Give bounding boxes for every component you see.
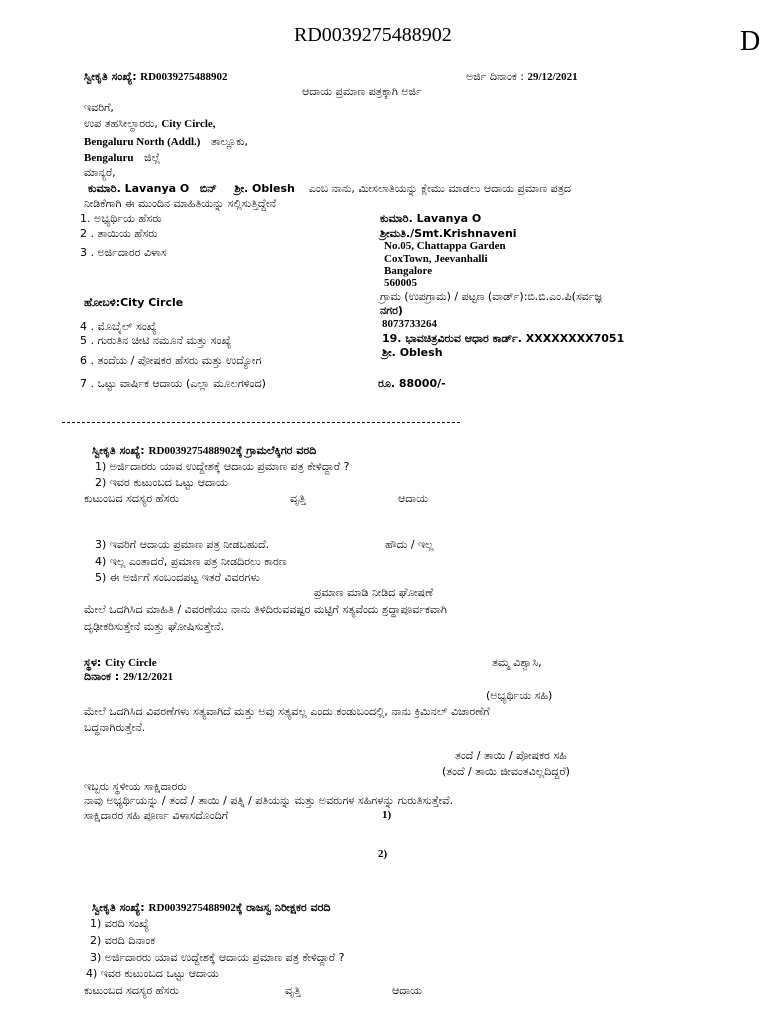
field-2-label: 2 . ತಾಯಿಯ ಹೆಸರು xyxy=(80,227,158,240)
warning-line-1: ಮೇಲೆ ಒದಗಿಸಿದ ವಿವರಣೆಗಳು ಸತ್ಯವಾಗಿದೆ ಮತ್ತು ಅವು ಸತ್ಯವಲ್ಲ ಎಂದು ಕಂಡುಬಂದಲ್ಲಿ, ನಾನು ಕ್ರಿಮಿನಲ್ ವಿಚಾರಣೆಗೆ xyxy=(84,705,490,718)
witness-heading: ಇಬ್ಬರು ಸ್ಥಳೀಯ ಸಾಕ್ಷಿದಾರರು xyxy=(84,780,187,793)
declaration-title: ಪ್ರಮಾಣ ಮಾಡಿ ನೀಡಿದ ಘೋಷಣೆ xyxy=(314,586,434,599)
field-1-value: ಕುಮಾರಿ. Lavanya O xyxy=(380,212,482,225)
ri-title-prefix: ಸ್ವೀಕೃತಿ ಸಂಖ್ಯೆ: xyxy=(92,901,149,914)
field-4-value: 8073733264 xyxy=(382,318,437,330)
ri-question-4: 4) ಇವರ ಕುಟುಂಬದ ಒಟ್ಟು ಆದಾಯ xyxy=(86,967,219,980)
witness-1: 1) xyxy=(382,809,392,821)
va-report-title xyxy=(92,445,316,458)
yours-faithfully: ತಮ್ಮ ವಿಶ್ವಾಸಿ, xyxy=(492,656,542,669)
warning-line-2: ಬದ್ಧನಾಗಿರುತ್ತೇನೆ. xyxy=(84,721,146,734)
declaration-date-label: ದಿನಾಂಕ : xyxy=(84,670,123,683)
relation: ಬಿನ್ xyxy=(199,182,217,195)
va-title-suffix: ಕ್ಕೆ ಗ್ರಾಮಲೆಕ್ಕಿಗರ ವರದಿ xyxy=(235,444,317,457)
village-line-1: ಗ್ರಾಮ (ಉಪಗ್ರಾಮ) / ಪಟ್ಟಣ (ವಾರ್ಡ್):ಬಿ.ಬಿ.ಎಂ.ಪಿ(ಸರ್ವಜ್ಞ xyxy=(380,290,602,303)
hobli: ಹೋಬಳಿ:City Circle xyxy=(84,296,184,309)
officer-place: City Circle, xyxy=(161,118,216,130)
witness-signature-label: ಸಾಕ್ಷಿದಾರರ ಸಹಿ ಪೂರ್ಣ ವಿಳಾಸದೊಂದಿಗೆ xyxy=(84,809,229,822)
district-name: Bengaluru xyxy=(84,152,134,164)
address-line-1: No.05, Chattappa Garden xyxy=(384,240,506,252)
ri-col-occupation: ವೃತ್ತಿ xyxy=(285,984,301,997)
field-7-label: 7 . ಒಟ್ಟು ವಾರ್ಷಿಕ ಆದಾಯ (ಎಲ್ಲಾ ಮೂಲಗಳಿಂದ) xyxy=(80,377,266,390)
ack-number xyxy=(84,71,228,84)
header-ref-number: RD0039275488902 xyxy=(294,24,452,46)
form-title: ಆದಾಯ ಪ್ರಮಾಣ ಪತ್ರಕ್ಕಾಗಿ ಅರ್ಜಿ xyxy=(302,85,422,98)
applicant-signature: (ಅಭ್ಯರ್ಥಿಯ ಸಹಿ) xyxy=(486,689,553,702)
va-question-3-options: ಹೌದು / ಇಲ್ಲ xyxy=(385,538,434,551)
address-taluk xyxy=(84,136,248,149)
declaration-date xyxy=(84,671,173,684)
witness-2: 2) xyxy=(378,848,388,860)
address-line-3: Bangalore xyxy=(384,265,433,277)
field-7-value: ರೂ. 88000/- xyxy=(378,377,446,390)
place-label: ಸ್ಥಳ: xyxy=(84,656,106,669)
ri-title-suffix: ಕ್ಕೆ ರಾಜಸ್ವ ನಿರೀಕ್ಷಕರ ವರದಿ xyxy=(235,901,331,914)
declaration-line-1: ಮೇಲೆ ಒದಗಿಸಿದ ಮಾಹಿತಿ / ವಿವರಣೆಯು ನಾನು ತಿಳಿದಿರುವವಷ್ಟರ ಮಟ್ಟಿಗೆ ಸತ್ಯವೆಂದು ಶ್ರದ್ಧಾಪೂರ್ವಕವಾಗಿ xyxy=(84,603,447,616)
father-name: ಶ್ರೀ. Oblesh xyxy=(234,182,295,195)
officer-prefix: ಉಪ ತಹಸೀಲ್ದಾರರು, xyxy=(84,117,162,130)
place-value: City Circle xyxy=(105,657,157,669)
address-officer xyxy=(84,118,216,131)
date-value: 29/12/2021 xyxy=(527,71,578,83)
declaration-line-2: ದೃಢೀಕರಿಸುತ್ತೇನೆ ಮತ್ತು ಘೋಷಿಸುತ್ತೇನೆ. xyxy=(84,620,225,633)
va-question-3: 3) ಇವರಿಗೆ ಆದಾಯ ಪ್ರಮಾಣ ಪತ್ರ ನೀಡಬಹುದೆ. xyxy=(95,538,270,551)
declaration-date-value: 29/12/2021 xyxy=(123,671,174,683)
field-5-value: 19. ಭಾವಚಿತ್ರವಿರುವ ಆಧಾರ ಕಾರ್ಡ್. XXXXXXXX7051 xyxy=(382,332,625,345)
parent-signature-note: (ತಂದೆ / ತಾಯಿ ಜೀವಂತವಿಲ್ಲದಿದ್ದರೆ) xyxy=(442,765,570,778)
address-to: ಇವರಿಗೆ, xyxy=(84,101,114,114)
va-question-4: 4) ಇಲ್ಲ ಎಂತಾದರೆ, ಪ್ರಮಾಣ ಪತ್ರ ನೀಡದಿರಲು ಕಾರಣ xyxy=(95,555,287,568)
village-line-2: ನಗರ) xyxy=(380,304,403,317)
address-line-2: CoxTown, Jeevanhalli xyxy=(384,253,488,265)
ri-question-1: 1) ವರದಿ ಸಂಖ್ಯೆ xyxy=(90,917,149,930)
witness-statement: ನಾವು ಅಭ್ಯರ್ಥಿಯನ್ನು / ತಂದೆ / ತಾಯಿ / ಪತ್ನಿ / ಪತಿಯನ್ನು ಮತ್ತು ಅವರುಗಳ ಸಹಿಗಳನ್ನು ಗುರುತಿಸುತ್ತೇವೆ. xyxy=(84,794,454,807)
taluk-name: Bengaluru North (Addl.) xyxy=(84,136,201,148)
va-title-number: RD0039275488902 xyxy=(148,445,236,457)
taluk-suffix: ತಾಲ್ಲೂಕು, xyxy=(210,135,249,148)
address-district xyxy=(84,152,160,165)
intro-text: ಎಂಬ ನಾನು, ಮೀಸಲಾತಿಯನ್ನು ಕ್ಲೇಮು ಮಾಡಲು ಆದಾಯ ಪ್ರಮಾಣ ಪತ್ರದ xyxy=(308,182,572,195)
section-divider xyxy=(62,422,460,423)
va-question-2: 2) ಇವರ ಕುಟುಂಬದ ಒಟ್ಟು ಆದಾಯ xyxy=(95,476,228,489)
field-3-label: 3 . ಅರ್ಜಿದಾರರ ವಿಳಾಸ xyxy=(80,246,167,259)
father-value: ಶ್ರೀ. Oblesh xyxy=(382,346,443,359)
intro-line-1 xyxy=(88,183,571,196)
ri-col-income: ಆದಾಯ xyxy=(392,984,423,997)
intro-line-2: ನೀಡಿಕೆಗಾಗಿ ಈ ಮುಂದಿನ ಮಾಹಿತಿಯನ್ನು ಸಲ್ಲಿಸುತ್ತಿದ್ದೇನೆ xyxy=(84,197,277,210)
applicant-name: ಕುಮಾರಿ. Lavanya O xyxy=(88,182,190,195)
place xyxy=(84,657,157,670)
va-title-prefix: ಸ್ವೀಕೃತಿ ಸಂಖ್ಯೆ: xyxy=(92,444,149,457)
ack-value: RD0039275488902 xyxy=(140,71,228,83)
ri-question-3: 3) ಅರ್ಜಿದಾರರು ಯಾವ ಉದ್ದೇಶಕ್ಕೆ ಆದಾಯ ಪ್ರಮಾಣ ಪತ್ರ ಕೇಳಿದ್ದಾರೆ ? xyxy=(90,951,345,964)
ri-col-name: ಕುಟುಂಬದ ಸದಸ್ಯರ ಹೆಸರು xyxy=(84,984,179,997)
header-corner-letter: D xyxy=(740,26,761,57)
address-line-4: 560005 xyxy=(384,277,417,289)
ri-report-title xyxy=(92,902,331,915)
district-suffix: ಜಿಲ್ಲೆ xyxy=(144,151,161,164)
field-4-label: 4 . ಮೊಬೈಲ್ ಸಂಖ್ಯೆ xyxy=(80,320,157,333)
field-6-label: 6 . ತಂದೆಯ / ಪೋಷಕರ ಹೆಸರು ಮತ್ತು ಉದ್ಯೋಗ xyxy=(80,354,262,367)
va-col-occupation: ವೃತ್ತಿ xyxy=(290,492,306,505)
application-date xyxy=(466,71,578,84)
field-2-value: ಶ್ರೀಮತಿ./Smt.Krishnaveni xyxy=(380,227,517,240)
field-1-label: 1. ಅಭ್ಯರ್ಥಿಯ ಹೆಸರು xyxy=(80,212,162,225)
ack-label: ಸ್ವೀಕೃತಿ ಸಂಖ್ಯೆ: xyxy=(84,70,137,83)
salutation: ಮಾನ್ಯರೆ, xyxy=(84,166,116,179)
ri-title-number: RD0039275488902 xyxy=(148,902,236,914)
date-label: ಅರ್ಜಿ ದಿನಾಂಕ : xyxy=(466,70,524,83)
va-question-5: 5) ಈ ಅರ್ಜಿಗೆ ಸಂಬಂದಪಟ್ಟ ಇತರೆ ವಿವರಗಳು xyxy=(95,571,260,584)
va-col-income: ಆದಾಯ xyxy=(398,492,429,505)
va-question-1: 1) ಅರ್ಜಿದಾರರು ಯಾವ ಉದ್ದೇಶಕ್ಕೆ ಆದಾಯ ಪ್ರಮಾಣ ಪತ್ರ ಕೇಳಿದ್ದಾರೆ ? xyxy=(95,460,350,473)
field-5-label: 5 . ಗುರುತಿನ ಚೀಟಿ ನಮೂನೆ ಮತ್ತು ಸಂಖ್ಯೆ xyxy=(80,334,232,347)
ri-question-2: 2) ವರದಿ ದಿನಾಂಕ xyxy=(90,934,156,947)
parent-signature: ತಂದೆ / ತಾಯಿ / ಪೋಷಕರ ಸಹಿ xyxy=(455,749,567,762)
va-col-name: ಕುಟುಂಬದ ಸದಸ್ಯರ ಹೆಸರು xyxy=(84,492,179,505)
